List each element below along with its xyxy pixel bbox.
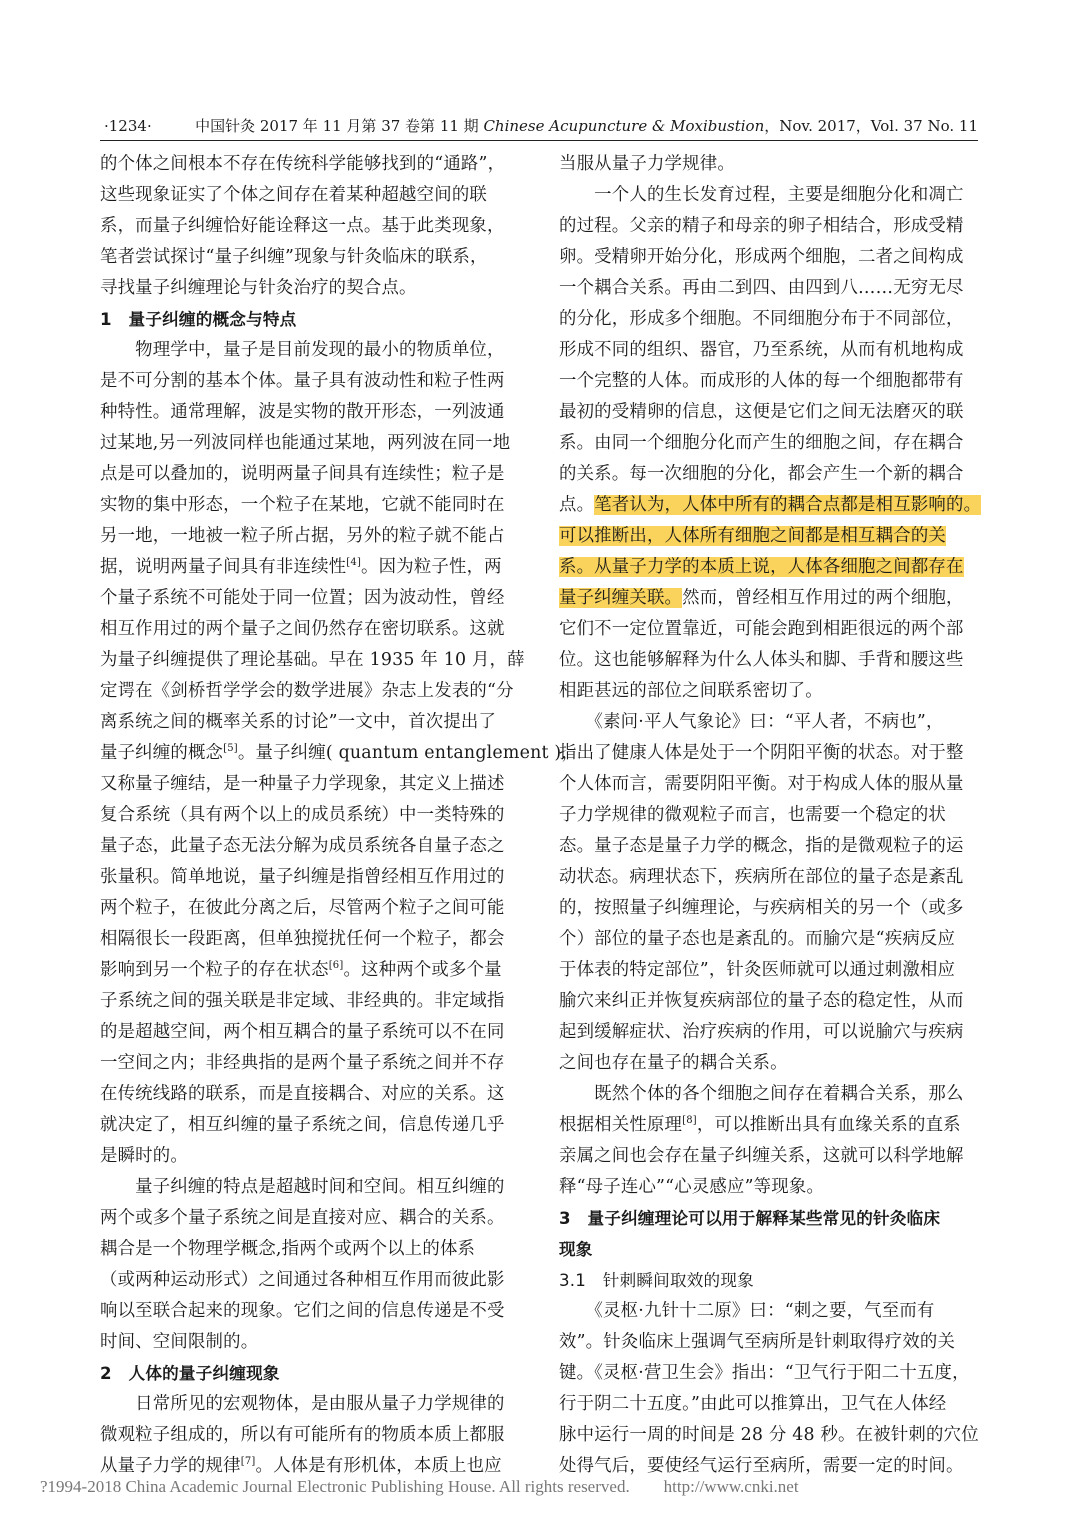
citation-5: [5] [223, 743, 238, 754]
text-line: 个人体而言，需要阴阳平衡。对于构成人体的服从量 [559, 774, 964, 794]
text-line: 态。量子态是量子力学的概念，指的是微观粒子的运 [559, 836, 964, 856]
text-line: 寻找量子纠缠理论与针灸治疗的契合点。 [100, 278, 417, 298]
text-line: 的过程。父亲的精子和母亲的卵子相结合，形成受精 [559, 216, 964, 236]
text-line: 两个粒子，在彼此分离之后，尽管两个粒子之间可能 [100, 898, 505, 918]
text-line: 起到缓解症状、治疗疾病的作用，可以说腧穴与疾病 [559, 1022, 964, 1042]
text-fragment: 量子纠缠的概念 [100, 743, 224, 763]
text-line: 种特性。通常理解，波是实物的散开形态，一列波通 [100, 402, 505, 422]
highlighted-text: 系。从量子力学的本质上说，人体各细胞之间都存在 [559, 557, 964, 577]
text-line: 两个或多个量子系统之间是直接对应、耦合的关系。 [100, 1208, 505, 1228]
text-line: 耦合是一个物理学概念,指两个或两个以上的体系 [100, 1239, 476, 1259]
text-line: 相隔很长一段距离，但单独搅扰任何一个粒子，都会 [100, 929, 505, 949]
text-line [559, 583, 979, 614]
text-line [559, 552, 979, 583]
text-line: 个量子系统不可能处于同一位置；因为波动性，曾经 [100, 588, 505, 608]
text-line: 是瞬时的。 [100, 1146, 188, 1166]
text-line: 卵。受精卵开始分化，形成两个细胞，二者之间构成 [559, 247, 964, 267]
text-line: 子系统之间的强关联是非定域、非经典的。非定域指 [100, 991, 505, 1011]
text-line: 键。《灵枢·营卫生会》指出：“卫气行于阳二十五度， [559, 1363, 970, 1383]
text-line: 量子态，此量子态无法分解为成员系统各自量子态之 [100, 836, 505, 856]
text-line: 的，按照量子纠缠理论，与疾病相关的另一个（或多 [559, 898, 964, 918]
text-line: 笔者尝试探讨“量子纠缠”现象与针灸临床的联系， [100, 247, 488, 267]
text-line: 响以至联合起来的现象。它们之间的信息传递是不受 [100, 1301, 505, 1321]
text-line: 的分化，形成多个细胞。不同细胞分布于不同部位， [559, 309, 964, 329]
text-line: 效”。针灸临床上强调气至病所是针刺取得疗效的关 [559, 1332, 956, 1352]
citation-7: [7] [240, 1456, 256, 1467]
text-fragment: 从量子力学的规律 [100, 1456, 241, 1476]
text-line: 处得气后，要使经气运行至病所，需要一定的时间。 [559, 1456, 964, 1476]
text-line: 量子纠缠的特点是超越时间和空间。相互纠缠的 [100, 1177, 505, 1197]
text-line [100, 552, 520, 583]
text-line: 的个体之间根本不存在传统科学能够找到的“通路”， [100, 154, 506, 174]
text-line: 微观粒子组成的，所以有可能所有的物质本质上都服 [100, 1425, 505, 1445]
text-line: 日常所见的宏观物体，是由服从量子力学规律的 [100, 1394, 505, 1414]
text-line: 动状态。病理状态下，疾病所在部位的量子态是紊乱 [559, 867, 964, 887]
text-fragment: 根据相关性原理 [559, 1115, 683, 1135]
text-line: 为量子纠缠提供了理论基础。早在 1935 年 10 月，薛 [100, 650, 525, 670]
section-heading-3-cont: 现象 [559, 1240, 593, 1259]
text-line: （或两种运动形式）之间通过各种相互作用而彼此影 [100, 1270, 505, 1290]
section-heading-3: 3 量子纠缠理论可以用于解释某些常见的针灸临床 [559, 1209, 941, 1228]
text-line: 这些现象证实了个体之间存在着某种超越空间的联 [100, 185, 487, 205]
text-line: 是不可分割的基本个体。量子具有波动性和粒子性两 [100, 371, 505, 391]
text-line: 之间也存在量子的耦合关系。 [559, 1053, 788, 1073]
text-line: 系。由同一个细胞分化而产生的细胞之间，存在耦合 [559, 433, 964, 453]
citation-6: [6] [328, 960, 344, 971]
text-line: 指出了健康人体是处于一个阴阳平衡的状态。对于整 [559, 743, 964, 763]
text-fragment: ，可以推断出具有血缘关系的直系 [696, 1115, 961, 1135]
text-line: 又称量子缠结，是一种量子力学现象，其定义上描述 [100, 774, 505, 794]
text-line: 它们不一定位置靠近，可能会跑到相距很远的两个部 [559, 619, 964, 639]
text-line: 行于阴二十五度。”由此可以推算出，卫气在人体经 [559, 1394, 947, 1414]
text-line: 点是可以叠加的，说明两量子间具有连续性；粒子是 [100, 464, 505, 484]
text-line: 时间、空间限制的。 [100, 1332, 259, 1352]
journal-cn: 中国针灸 2017 年 11 月第 37 卷第 11 期 [195, 117, 484, 135]
text-fragment: 。量子纠缠( quantum entanglement )， [237, 743, 579, 763]
highlighted-text: 笔者认为，人体中所有的耦合点都是相互影响的。 [594, 495, 982, 515]
text-line: 亲属之间也会存在量子纠缠关系，这就可以科学地解 [559, 1146, 964, 1166]
text-line [100, 955, 520, 986]
text-line: 一个耦合关系。再由二到四、由四到八……无穷无尽 [559, 278, 964, 298]
text-line: 既然个体的各个细胞之间存在着耦合关系，那么 [559, 1084, 964, 1104]
page-number: ·1234· [104, 117, 152, 135]
text-line: 腧穴来纠正并恢复疾病部位的量子态的稳定性，从而 [559, 991, 964, 1011]
journal-tail: ，Nov. 2017，Vol. 37 No. 11 [764, 117, 978, 135]
text-line: 最初的受精卵的信息，这便是它们之间无法磨灭的联 [559, 402, 964, 422]
text-line: 就决定了，相互纠缠的量子系统之间，信息传递几乎 [100, 1115, 505, 1135]
citation-8: [8] [682, 1115, 697, 1126]
right-column [559, 149, 982, 1476]
citation-4: [4] [346, 557, 362, 568]
text-line: 形成不同的组织、器官，乃至系统，从而有机地构成 [559, 340, 964, 360]
text-line: 离系统之间的概率关系的讨论”一文中，首次提出了 [100, 712, 497, 732]
subsection-heading-3-1: 3.1 针刺瞬间取效的现象 [559, 1271, 754, 1290]
text-fragment: 据，说明两量子间具有非连续性 [100, 557, 347, 577]
text-fragment: 。这种两个或多个量 [343, 960, 502, 980]
text-line: 子力学规律的微观粒子而言，也需要一个稳定的状 [559, 805, 946, 825]
text-line: 《素问·平人气象论》曰：“平人者，不病也”， [559, 712, 944, 732]
text-line: 一空间之内；非经典指的是两个量子系统之间并不存 [100, 1053, 505, 1073]
text-fragment: 点。 [559, 495, 595, 515]
text-line: 的关系。每一次细胞的分化，都会产生一个新的耦合 [559, 464, 964, 484]
text-line: 于体表的特定部位”，针灸医师就可以通过刺激相应 [559, 960, 956, 980]
text-fragment: 。人体是有形机体，本质上也应 [255, 1456, 502, 1476]
text-line: 相距甚远的部位之间联系密切了。 [559, 681, 823, 701]
left-column [100, 149, 579, 1476]
text-line: 张量积。简单地说，量子纠缠是指曾经相互作用过的 [100, 867, 505, 887]
header-rule [100, 140, 978, 141]
text-fragment: 。因为粒子性，两 [361, 557, 502, 577]
text-line: 位。这也能够解释为什么人体头和脚、手背和腰这些 [559, 650, 964, 670]
section-heading-2: 2 人体的量子纠缠现象 [100, 1364, 280, 1383]
text-line: 相互作用过的两个量子之间仍然存在密切联系。这就 [100, 619, 505, 639]
text-line: 一个人的生长发育过程，主要是细胞分化和凋亡 [559, 185, 964, 205]
running-header [100, 114, 978, 138]
text-line [100, 738, 579, 769]
text-line [559, 521, 979, 552]
journal-en: Chinese Acupuncture & Moxibustion [483, 117, 765, 135]
text-line: 系，而量子纠缠恰好能诠释这一点。基于此类现象， [100, 216, 505, 236]
text-line [559, 490, 982, 521]
text-line: 当服从量子力学规律。 [559, 154, 735, 174]
text-fragment: 然而，曾经相互作用过的两个细胞， [682, 588, 964, 608]
text-line: 一个完整的人体。而成形的人体的每一个细胞都带有 [559, 371, 964, 391]
journal-info [195, 114, 978, 138]
text-line: 在传统线路的联系，而是直接耦合、对应的关系。这 [100, 1084, 505, 1104]
text-line: 个）部位的量子态也是紊乱的。而腧穴是“疾病反应 [559, 929, 956, 949]
section-heading-1: 1 量子纠缠的概念与特点 [100, 310, 297, 329]
text-line: 释“母子连心”“心灵感应”等现象。 [559, 1177, 825, 1197]
text-line: 脉中运行一周的时间是 28 分 48 秒。在被针刺的穴位 [559, 1425, 979, 1445]
copyright-footer: ?1994-2018 China Academic Journal Electronic Publishing House. All rights reserved. http://www.cnki.net [40, 1477, 799, 1496]
text-line: 实物的集中形态，一个粒子在某地，它就不能同时在 [100, 495, 505, 515]
text-line: 《灵枢·九针十二原》曰：“刺之要，气至而有 [559, 1301, 935, 1321]
text-line: 的是超越空间，两个相互耦合的量子系统可以不在同 [100, 1022, 505, 1042]
text-line: 物理学中，量子是目前发现的最小的物质单位， [100, 340, 505, 360]
highlighted-text: 可以推断出，人体所有细胞之间都是相互耦合的关 [559, 526, 946, 546]
highlighted-text: 量子纠缠关联。 [559, 588, 683, 608]
text-line: 复合系统（具有两个以上的成员系统）中一类特殊的 [100, 805, 505, 825]
text-line: 定谔在《剑桥哲学学会的数学进展》杂志上发表的“分 [100, 681, 514, 701]
text-fragment: 影响到另一个粒子的存在状态 [100, 960, 329, 980]
text-line: 另一地，一地被一粒子所占据，另外的粒子就不能占 [100, 526, 505, 546]
text-line [559, 1110, 979, 1141]
text-line: 过某地,另一列波同样也能通过某地，两列波在同一地 [100, 433, 511, 453]
